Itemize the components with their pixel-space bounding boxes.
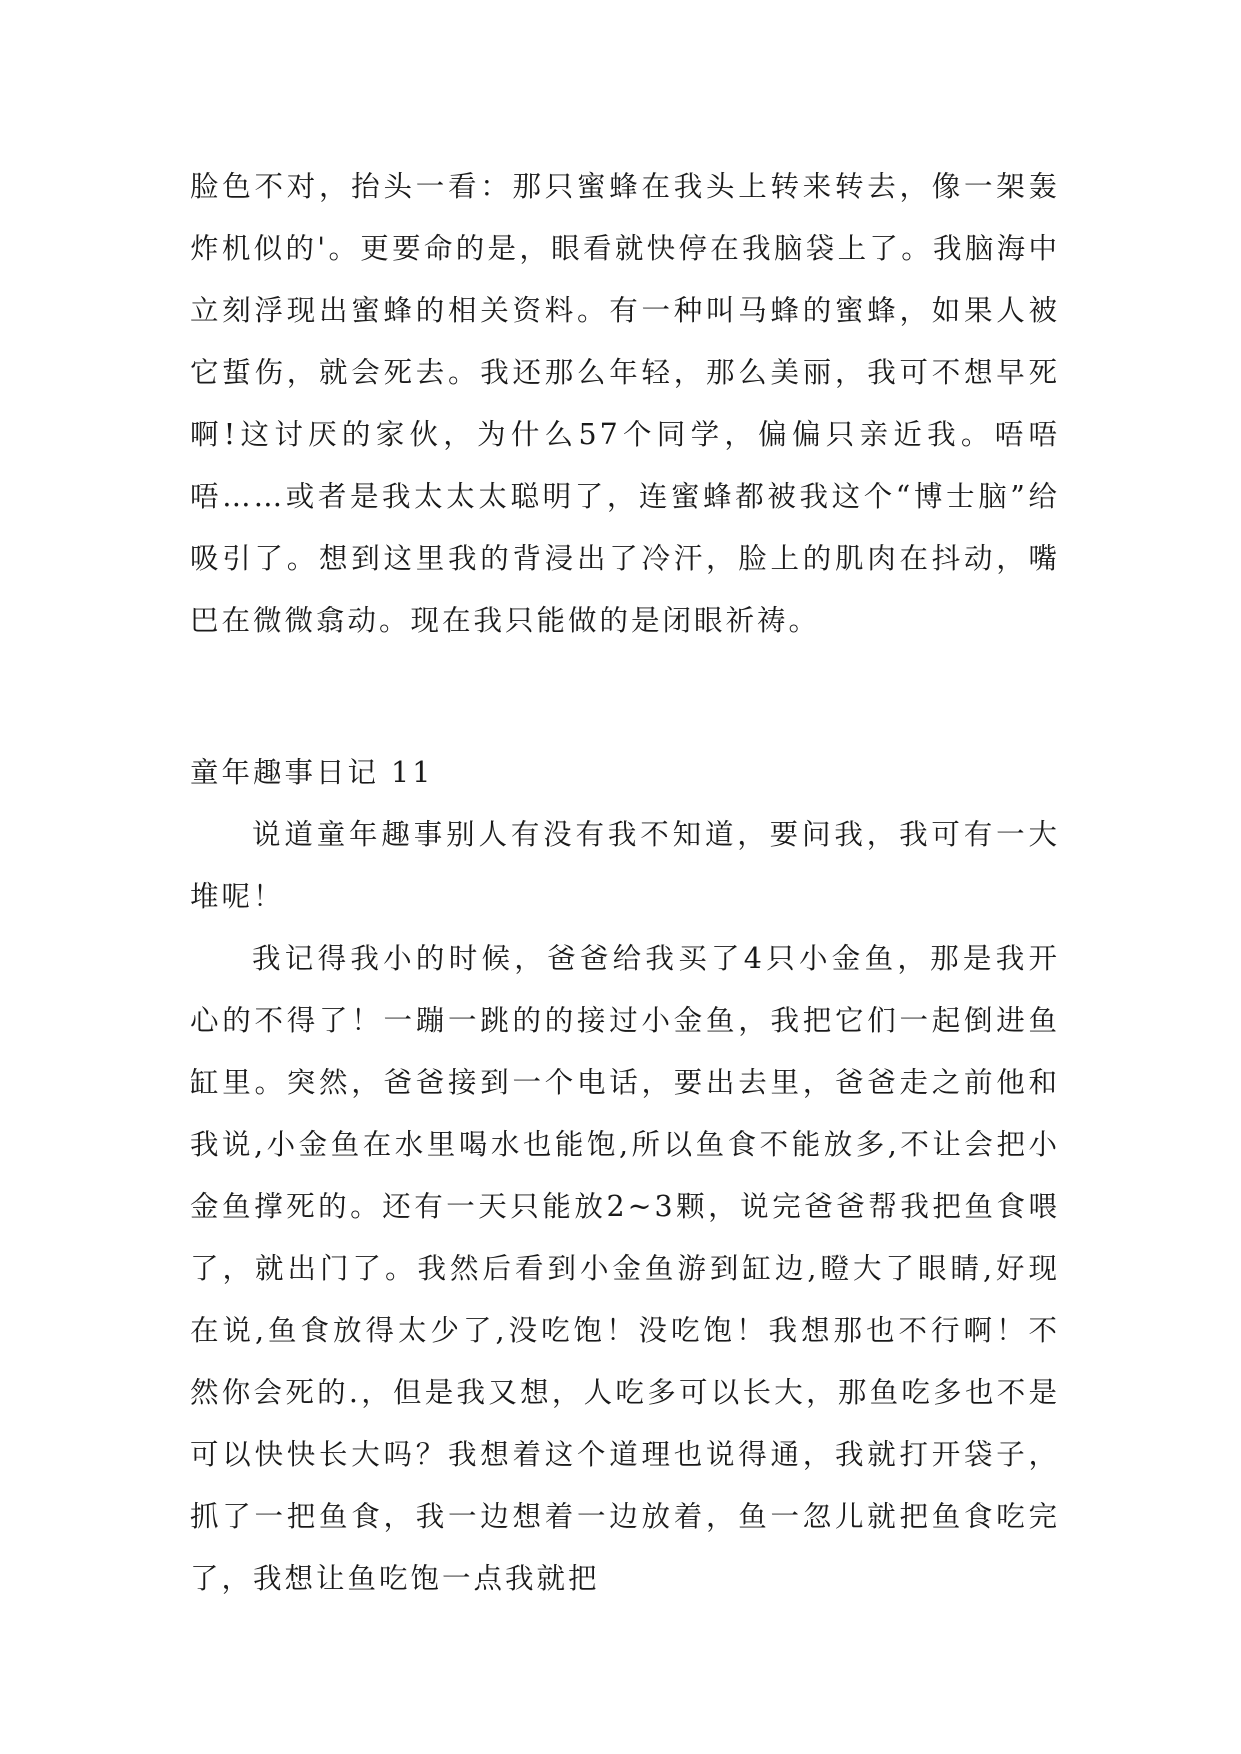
paragraph-intro: 说道童年趣事别人有没有我不知道，要问我，我可有一大堆呢！ [190,818,1060,913]
top-paragraph: 脸色不对，抬头一看：那只蜜蜂在我头上转来转去，像一架轰炸机似的'。更要命的是，眼看就快停在我脑袋上了。我脑海中立刻浮现出蜜蜂的相关资料。有一种叫马蜂的蜜蜂，如果人被它蜇伤，就会死去。我还那么年轻，那么美丽，我可不想早死啊!这讨厌的家伙，为什么57个同学，偏偏只亲近我。唔唔唔……或者是我太太太聪明了，连蜜蜂都被我这个“博士脑”给吸引了。想到这里我的背浸出了冷汗，脸上的肌肉在抖动，嘴巴在微微翕动。现在我只能做的是闭眼祈祷。 [190,170,1060,637]
paragraph-goldfish: 我记得我小的时候，爸爸给我买了4只小金鱼，那是我开心的不得了！一蹦一跳的的接过小金鱼，我把它们一起倒进鱼缸里。突然，爸爸接到一个电话，要出去里，爸爸走之前他和我说,小金鱼在水里喝水也能饱,所以鱼食不能放多,不让会把小金鱼撑死的。还有一天只能放2~3颗，说完爸爸帮我把鱼食喂了，就出门了。我然后看到小金鱼游到缸边,瞪大了眼睛,好现在说,鱼食放得太少了,没吃饱！没吃饱！我想那也不行啊！不然你会死的.，但是我又想，人吃多可以长大，那鱼吃多也不是可以快快长大吗？我想着这个道理也说得通，我就打开袋子，抓了一把鱼食，我一边想着一边放着，鱼一忽儿就把鱼食吃完了，我想让鱼吃饱一点我就把 [190,942,1060,1595]
diary-section [190,742,1060,1610]
section-title: 童年趣事日记 11 [190,756,434,789]
top-text-block [190,156,1060,652]
